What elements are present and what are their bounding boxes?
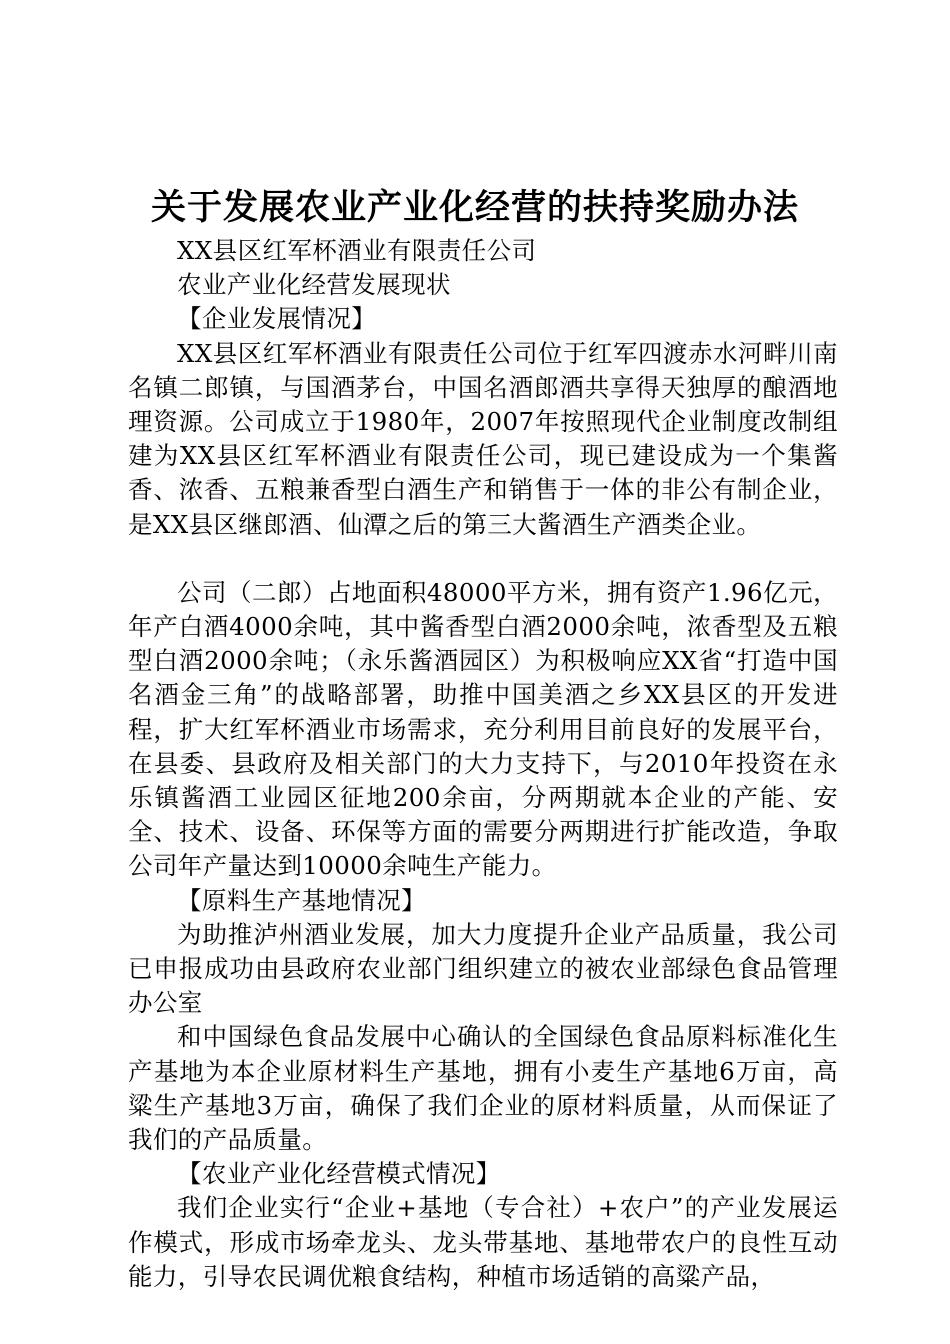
paragraph-spacer (128, 542, 838, 576)
paragraph-company-assets: 公司（二郎）占地面积48000平方米，拥有资产1.96亿元，年产白酒4000余吨，其中酱香型白酒2000余吨，浓香型及五粮型白酒2000余吨；（永乐酱酒园区）为积极响应XX省“打造中国名酒金三角”的战略部署，助推中国美酒之乡XX县区的开发进程，扩大红军杯酒业市场需求，充分利用目前良好的发展平台，在县委、县政府及相关部门的大力支持下，与2010年投资在永乐镇酱酒工业园区征地200余亩，分两期就本企业的产能、安全、技术、设备、环保等方面的需要分两期进行扩能改造，争取公司年产量达到10000余吨生产能力。 (128, 577, 838, 881)
section-heading-enterprise: 【企业发展情况】 (177, 304, 377, 334)
paragraph-raw-material-2: 和中国绿色食品发展中心确认的全国绿色食品原料标准化生产基地为本企业原材料生产基地，拥有小麦生产基地6万亩，高粱生产基地3万亩，确保了我们企业的原材料质量，从而保证了我们的产品质量。 (128, 1022, 838, 1155)
paragraph-business-model: 我们企业实行“企业+基地（专合社）+农户”的产业发展运作模式，形成市场牵龙头、龙头带基地、基地带农户的良性互动能力，引导农民调优粮食结构，种植市场适销的高粱产品， (128, 1193, 838, 1291)
company-name-line: XX县区红军杯酒业有限责任公司 (177, 236, 537, 265)
subtitle-line: 农业产业化经营发展现状 (177, 270, 451, 300)
paragraph-company-intro: XX县区红军杯酒业有限责任公司位于红军四渡赤水河畔川南名镇二郎镇，与国酒茅台，中国名酒郎酒共享得天独厚的酿酒地理资源。公司成立于1980年，2007年按照现代企业制度改制组建为XX县区红军杯酒业有限责任公司，现已建设成为一个集酱香、浓香、五粮兼香型白酒生产和销售于一体的非公有制企业，是XX县区继郎酒、仙潭之后的第三大酱酒生产酒类企业。 (128, 338, 838, 539)
section-heading-raw-material: 【原料生产基地情况】 (177, 885, 426, 915)
document-title: 关于发展农业产业化经营的扶持奖励办法 (150, 188, 799, 228)
paragraph-raw-material-1: 为助推泸州酒业发展，加大力度提升企业产品质量，我公司已申报成功由县政府农业部门组织建立的被农业部绿色食品管理办公室 (128, 919, 838, 1018)
section-heading-business-model: 【农业产业化经营模式情况】 (177, 1159, 501, 1189)
